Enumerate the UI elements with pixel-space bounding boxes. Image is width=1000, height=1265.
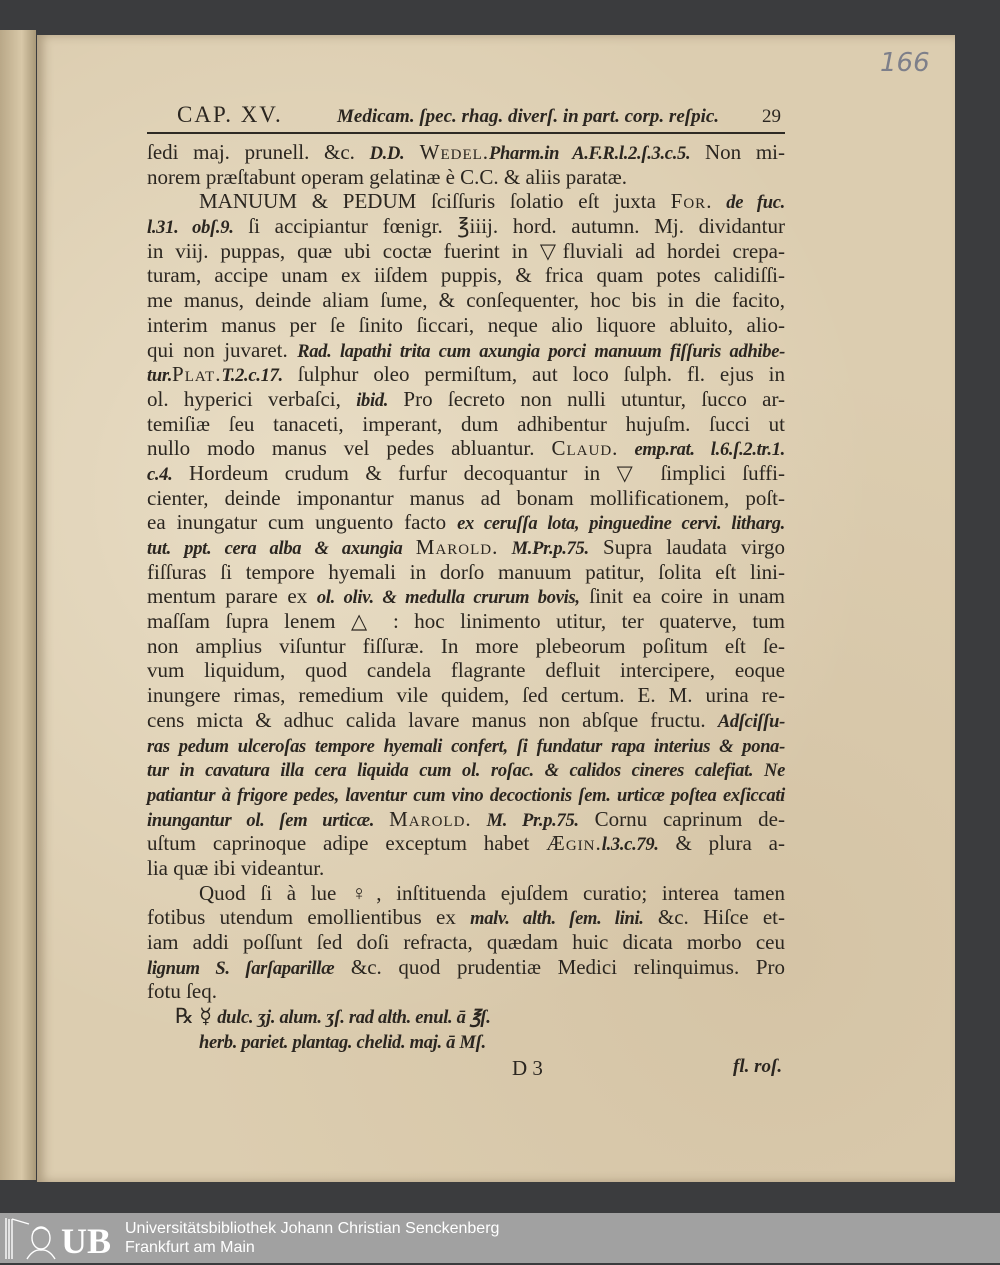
text-run: ol. hyperici verbaſci,: [147, 386, 357, 411]
text-line: [147, 436, 785, 461]
italic-citation: D.D.: [369, 144, 405, 164]
text-run: &c. quod prudentiæ Medici relinquimus. Pro: [334, 954, 785, 979]
text-run: inungere rimas, remedium vile quidem, ſed certum. E. M. urina re-: [147, 683, 785, 708]
text-line: [147, 881, 785, 906]
text-line: [147, 683, 785, 708]
italic-citation: tut. ppt. cera alba & axungia: [147, 539, 416, 559]
text-line: [147, 584, 785, 609]
text-run: ea inungatur cum unguento facto: [147, 510, 458, 535]
text-line: [147, 387, 785, 412]
text-run: mentum parare ex: [147, 584, 317, 609]
signature-mark: D 3: [512, 1056, 543, 1080]
text-line: [147, 461, 785, 486]
text-run: qui non juvaret.: [147, 337, 298, 362]
text-line: [147, 535, 785, 560]
text-line: [147, 757, 785, 782]
text-line: [147, 338, 785, 363]
italic-citation: ras pedum ulceroſas tempore hyemali confert, ſi fundatur rapa interius & pona-: [147, 736, 785, 757]
catchword: fl. roſ.: [733, 1056, 783, 1077]
text-line: [147, 486, 785, 511]
library-footer: [0, 1213, 1000, 1263]
italic-citation: inungantur ol. ſem urticæ.: [147, 810, 390, 831]
text-line: [147, 140, 785, 165]
italic-citation: Pharm.in A.F.R.l.2.ſ.3.c.5.: [489, 144, 691, 164]
library-city: Frankfurt am Main: [125, 1239, 255, 1256]
text-run: Pro ſecreto non nulli utuntur, ſucco ar-: [388, 386, 786, 411]
text-run: lia quæ ibi videantur.: [147, 855, 325, 880]
text-line: [147, 634, 785, 659]
text-run: ſedi maj. prunell. &c.: [147, 140, 370, 164]
text-run: cens micta & adhuc calida lavare manus non abſque fructu.: [147, 707, 718, 732]
library-logo[interactable]: [3, 1216, 115, 1260]
text-line: [147, 560, 785, 585]
text-line: [147, 658, 785, 683]
text-line: [147, 979, 785, 1004]
chapter-label: CAP. XV.: [177, 102, 283, 127]
handwritten-folio-number: 166: [880, 48, 930, 78]
author-name: Marold.: [415, 535, 499, 559]
author-name: Claud.: [551, 436, 619, 461]
text-run: in viij. puppas, quæ ubi coctæ fuerint in ▽fluviali ad hordei crepa-: [147, 238, 785, 263]
text-line: [147, 510, 785, 535]
author-name: Plat.: [172, 362, 222, 387]
text-line: [147, 313, 785, 338]
italic-citation: Rad. lapathi trita cum axungia porci manuum fiſſuris adhibe-: [297, 341, 785, 362]
author-name: Ægin.: [546, 831, 602, 856]
text-line: [147, 412, 785, 437]
text-run: Cornu caprinum de-: [578, 806, 785, 831]
text-line: [147, 239, 785, 264]
text-line: [147, 609, 785, 634]
text-run: ſinit ea coire in unam: [579, 584, 785, 609]
text-line: [147, 362, 785, 387]
text-run: non amplius viſuntur fiſſuræ. In more plebeorum poſitum eſt ſe-: [147, 633, 785, 658]
text-line: [147, 263, 785, 288]
text-run: Supra laudata virgo: [588, 535, 785, 559]
text-line: [147, 782, 785, 807]
text-run: uſtum caprinoque adipe exceptum habet: [147, 831, 547, 856]
italic-citation: ol. oliv. & medulla crurum bovis,: [316, 588, 580, 609]
text-line: [147, 856, 785, 881]
text-line: [147, 189, 785, 214]
text-run: iam addi poſſunt ſed doſi refracta, quædam huic dicata morbo ceu: [147, 930, 785, 954]
text-run: fotu ſeq.: [147, 979, 217, 1004]
text-run: ſi accipiantur fœnigr. ℥iiij. hord. autumn. Mj. dividantur: [233, 214, 786, 239]
italic-citation: de fuc.: [712, 193, 785, 214]
italic-citation: herb. pariet. plantag. chelid. maj. ā Mſ.: [199, 1032, 486, 1053]
logo-text: UB: [61, 1221, 112, 1261]
page-number: 29: [762, 106, 781, 127]
adjacent-page-edge: [0, 30, 36, 1180]
text-line: [147, 930, 785, 955]
italic-citation: l.3.c.79.: [601, 835, 659, 856]
running-title: Medicam. ſpec. rhag. diverſ. in part. corp. reſpic.: [337, 106, 720, 127]
text-run: &c. Hiſce et-: [643, 905, 786, 930]
text-run: norem præſtabunt operam gelatinæ è C.C. & aliis paratæ.: [147, 164, 627, 189]
italic-citation: malv. alth. ſem. lini.: [470, 909, 644, 930]
italic-citation: l.31. obſ.9.: [147, 218, 234, 239]
body-text: [147, 140, 785, 1053]
italic-citation: M.Pr.p.75.: [498, 539, 589, 559]
text-run: turam, accipe unam ex iiſdem puppis, & frica quam potes calidiſſi-: [147, 263, 785, 288]
running-header: [147, 100, 785, 134]
italic-citation: M. Pr.p.75.: [471, 810, 579, 831]
text-line: [147, 905, 785, 930]
text-run: Quod ſi à lue ♀, inſtituenda ejuſdem curatio; interea tamen: [199, 880, 785, 905]
text-line: [147, 733, 785, 758]
italic-citation: dulc. ʒj. alum. ʒſ. rad alth. enul. ā ℥ſ.: [217, 1008, 491, 1029]
italic-citation: c.4.: [147, 464, 173, 485]
text-line: [147, 831, 785, 856]
text-line: [147, 955, 785, 980]
text-run: me manus, deinde aliam ſume, & conſequenter, hoc bis in die facito,: [147, 288, 785, 313]
text-line: [147, 708, 785, 733]
text-run: nullo modo manus vel pedes abluantur.: [147, 436, 552, 461]
italic-citation: tur in cavatura illa cera liquida cum ol. roſac. & calidos cineres calefiat. Ne: [147, 761, 785, 782]
text-run: MANUUM & PEDUM ſciſſuris ſolatio eſt juxta: [199, 189, 671, 214]
italic-citation: T.2.c.17.: [221, 366, 283, 387]
italic-citation: tur.: [147, 366, 173, 387]
text-line: [147, 1029, 785, 1054]
text-run: Non mi-: [690, 140, 786, 164]
text-run: ℞ ☿: [175, 1004, 218, 1029]
italic-citation: Adſciſſu-: [717, 711, 785, 732]
text-line: [147, 807, 785, 832]
library-name: Universitätsbibliothek Johann Christian Senckenberg: [125, 1220, 500, 1237]
italic-citation: lignum S. ſarſaparillæ: [147, 958, 335, 979]
italic-citation: patiantur à frigore pedes, laventur cum vino decoctionis ſem. urticæ poſtea exſiccati: [147, 785, 785, 806]
text-line: [147, 165, 785, 190]
italic-citation: emp.rat. l.6.ſ.2.tr.1.: [618, 440, 785, 461]
author-name: Wedel.: [404, 140, 490, 164]
text-run: fiſſuras ſi tempore hyemali in dorſo manuum patitur, ſolita eſt lini-: [147, 559, 785, 584]
text-run: & plura a-: [658, 831, 785, 856]
text-run: temiſiæ ſeu tanaceti, imperant, dum adhibentur hujuſm. ſucci ut: [147, 411, 785, 436]
text-line: [147, 214, 785, 239]
text-run: vum liquidum, quod candela flagrante defluit intercipere, eoque: [147, 658, 785, 683]
text-run: Hordeum crudum & furfur decoquantur in ▽ ſimplici ſuffi-: [172, 460, 785, 485]
author-name: Marold.: [389, 806, 472, 831]
text-line: [147, 288, 785, 313]
text-line: [147, 1004, 785, 1029]
author-name: For.: [670, 189, 713, 214]
library-portrait-icon: [3, 1216, 59, 1260]
text-run: cienter, deinde imponantur manus ad bonam mollificationem, poſt-: [147, 485, 785, 510]
text-run: ſulphur oleo permiſtum, aut loco ſulph. fl. ejus in: [282, 362, 785, 387]
italic-citation: ibid.: [356, 390, 389, 411]
italic-citation: ex ceruſſa lota, pinguedine cervi. litharg.: [457, 514, 785, 535]
text-run: maſſam ſupra lenem △ : hoc linimento utitur, ter quaterve, tum: [147, 609, 785, 634]
text-run: fotibus utendum emollientibus ex: [147, 905, 471, 930]
text-run: interim manus per ſe ſinito ſiccari, neque alio liquore abluito, alio-: [147, 312, 785, 337]
